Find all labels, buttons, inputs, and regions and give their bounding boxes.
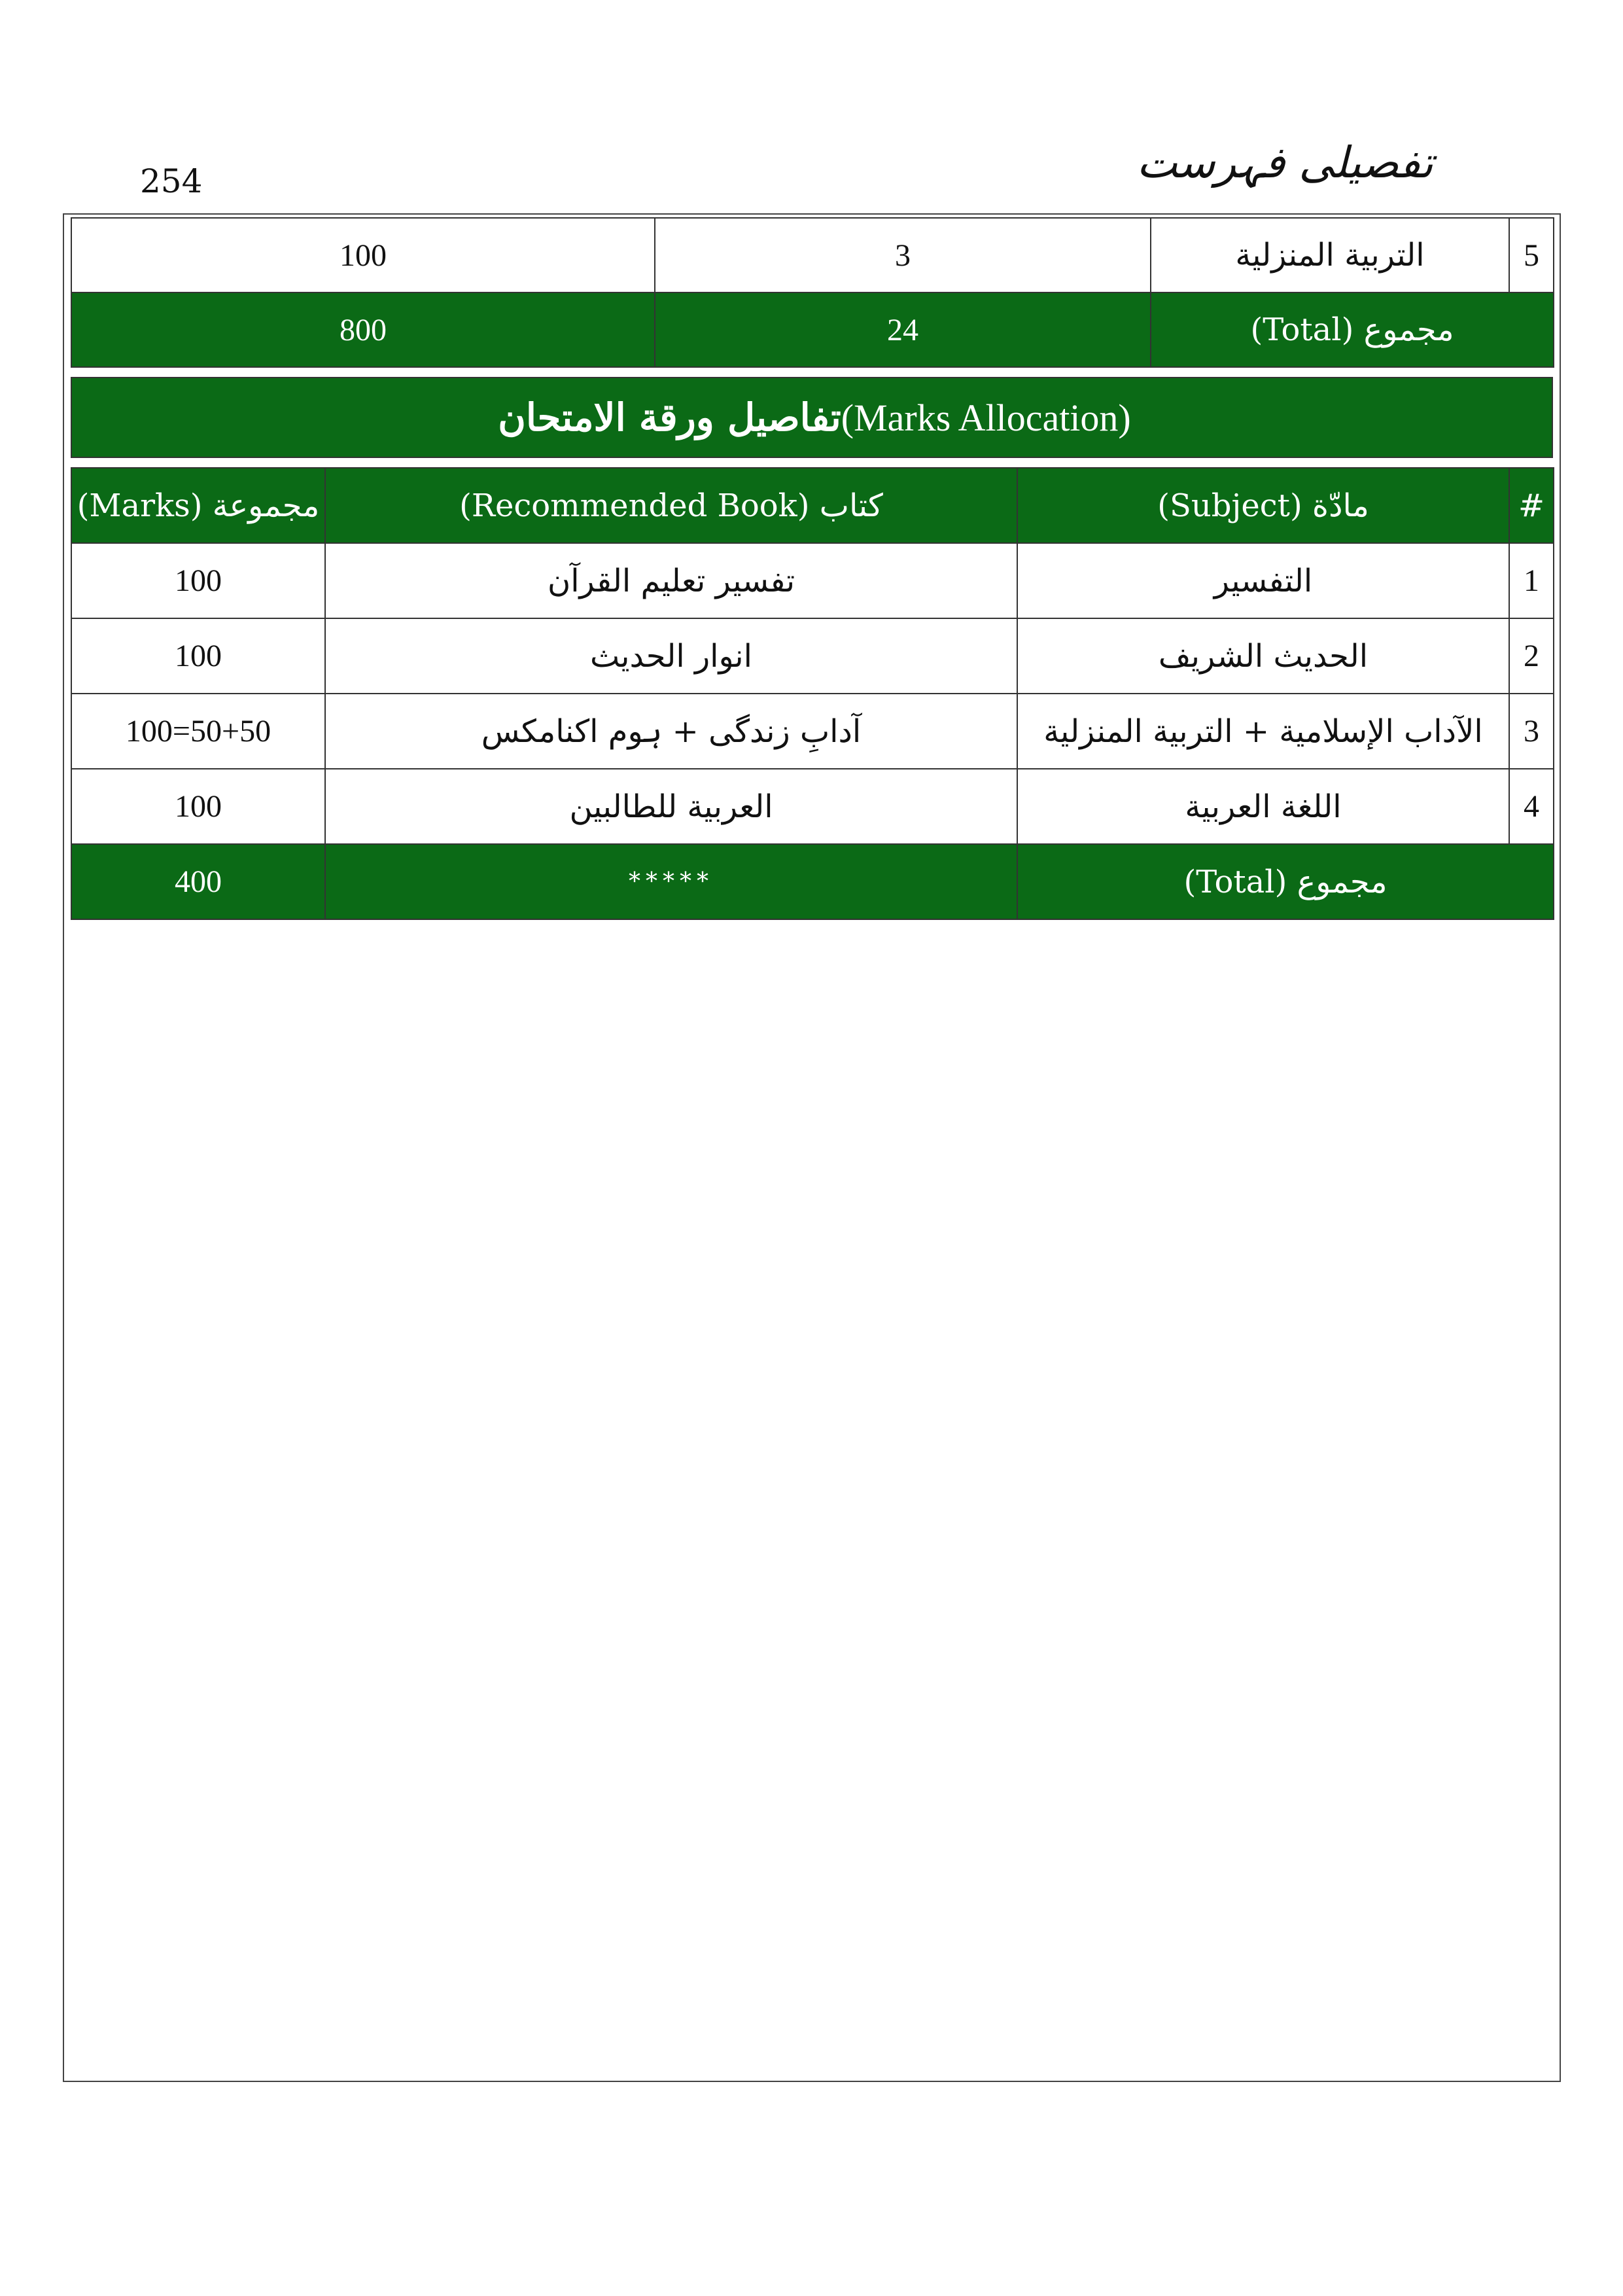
total-label: مجموع (Total)	[1017, 844, 1554, 919]
row-index: 1	[1509, 543, 1554, 618]
subject-cell: الحديث الشريف	[1017, 618, 1509, 694]
table-row	[71, 618, 1554, 694]
row-index: 2	[1509, 618, 1554, 694]
table-row	[71, 543, 1554, 618]
total-book-placeholder: *****	[325, 844, 1017, 919]
total-row	[71, 844, 1554, 919]
total-marks: 400	[71, 844, 325, 919]
marks-allocation-banner	[71, 377, 1553, 458]
header-subject: مادّة (Subject)	[1017, 468, 1509, 543]
header-row	[71, 468, 1554, 543]
book-cell: آدابِ زندگی + ہوم اکنامکس	[325, 694, 1017, 769]
marks-cell: 100=50+50	[71, 694, 325, 769]
page-number: 254	[140, 162, 203, 200]
subject-cell: اللغة العربية	[1017, 769, 1509, 844]
total-label: مجموع (Total)	[1151, 292, 1554, 367]
weekly-cell: 3	[655, 218, 1151, 292]
row-index: 4	[1509, 769, 1554, 844]
book-cell: العربية للطالبين	[325, 769, 1017, 844]
marks-cell: 100	[71, 218, 655, 292]
marks-cell: 100	[71, 769, 325, 844]
marks-allocation-table	[71, 467, 1554, 920]
row-index: 3	[1509, 694, 1554, 769]
subject-cell: الآداب الإسلامية + التربية المنزلية	[1017, 694, 1509, 769]
table-row	[71, 694, 1554, 769]
header-title: تفصیلی فہرست	[1136, 137, 1433, 188]
header-book: كتاب (Recommended Book)	[325, 468, 1017, 543]
total-weekly: 24	[655, 292, 1151, 367]
row-index: 5	[1509, 218, 1554, 292]
subject-cell: التفسير	[1017, 543, 1509, 618]
subject-cell: التربية المنزلية	[1151, 218, 1509, 292]
table-row	[71, 769, 1554, 844]
marks-cell: 100	[71, 543, 325, 618]
banner-english: (Marks Allocation)	[841, 396, 1131, 439]
banner-arabic: تفاصيل ورقة الامتحان	[498, 395, 841, 440]
book-cell: تفسیر تعلیم القرآن	[325, 543, 1017, 618]
header-index: #	[1509, 468, 1554, 543]
marks-cell: 100	[71, 618, 325, 694]
weekly-periods-table	[71, 217, 1554, 368]
total-marks: 800	[71, 292, 655, 367]
table-row	[71, 218, 1554, 292]
book-cell: انوار الحدیث	[325, 618, 1017, 694]
total-row	[71, 292, 1554, 367]
header-marks: مجموعة (Marks)	[71, 468, 325, 543]
